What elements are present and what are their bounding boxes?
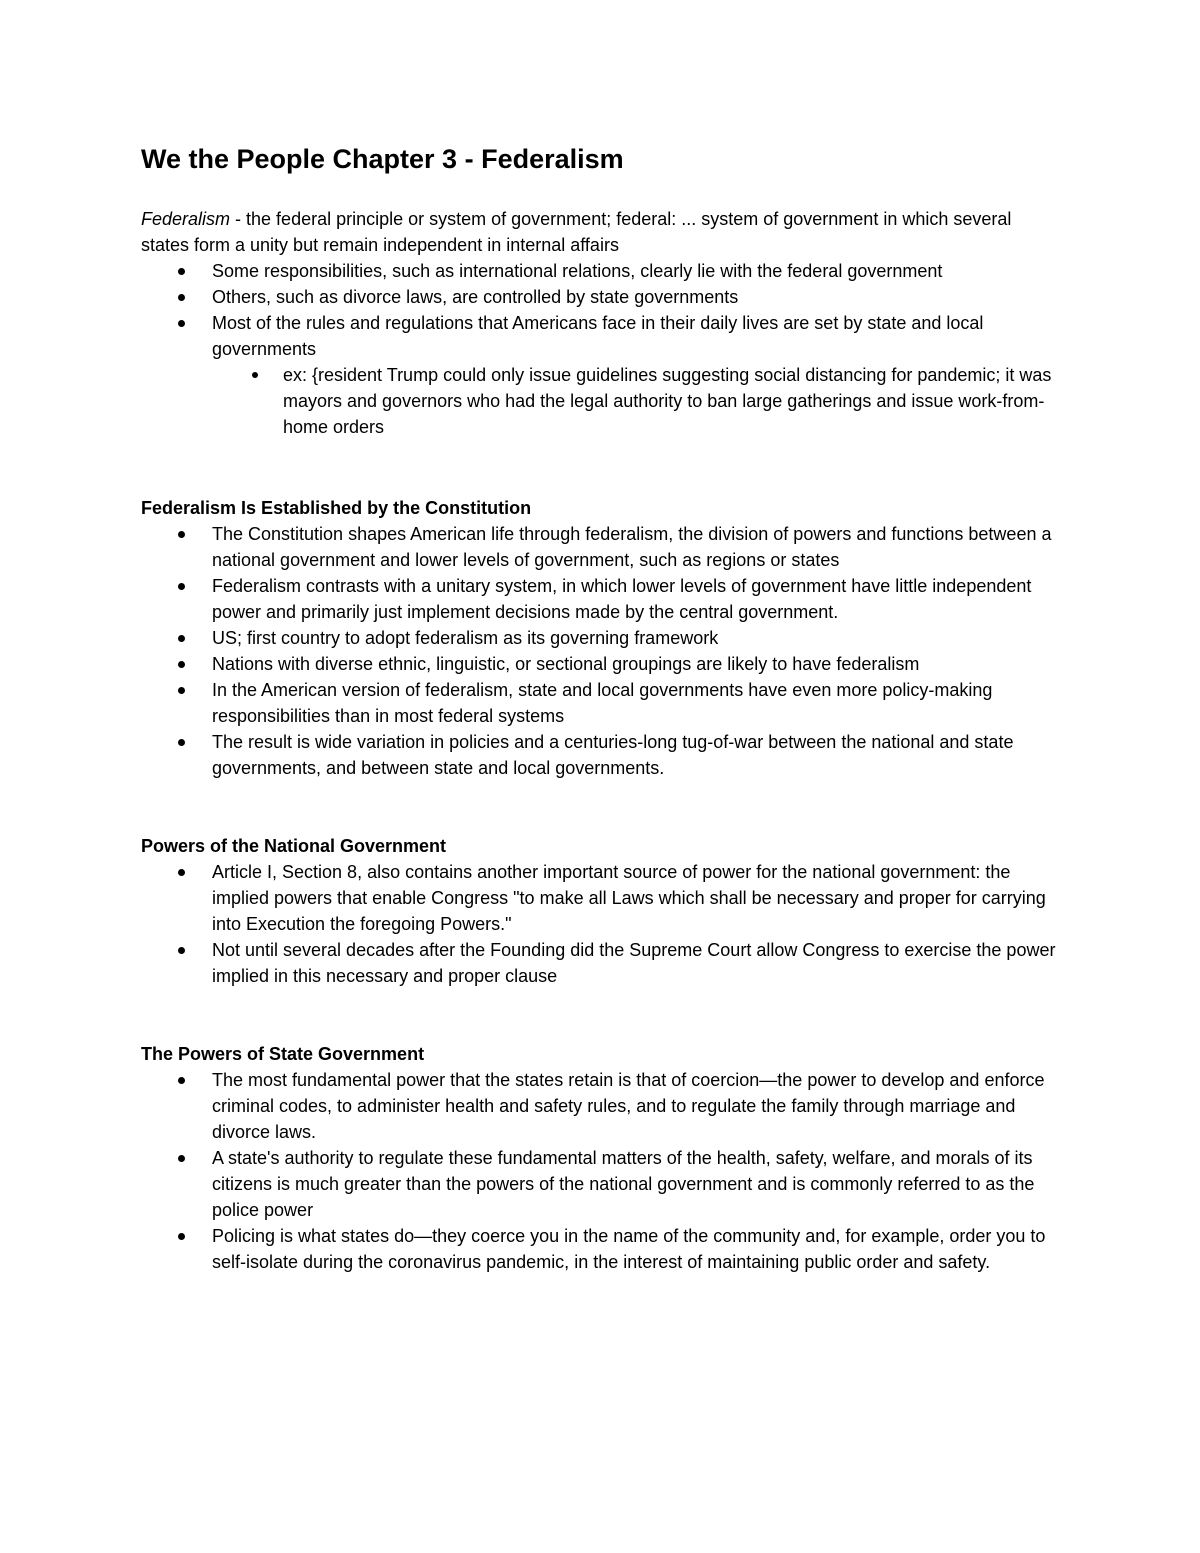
constitution-bullet-list	[141, 521, 1061, 781]
page-title: We the People Chapter 3 - Federalism	[141, 144, 624, 174]
national-powers-bullet-list	[141, 859, 1061, 989]
list-item: Nations with diverse ethnic, linguistic, or sectional groupings are likely to have federalism	[141, 651, 1061, 677]
list-item: Federalism contrasts with a unitary system, in which lower levels of government have little independent power and primarily just implement decisions made by the central government.	[141, 573, 1061, 625]
list-item	[141, 310, 1061, 440]
list-item: Policing is what states do—they coerce you in the name of the community and, for example, order you to self-isolate during the coronavirus pandemic, in the interest of maintaining public order and safety.	[141, 1223, 1061, 1275]
list-item: A state's authority to regulate these fundamental matters of the health, safety, welfare, and morals of its citizens is much greater than the powers of the national government and is commonly referred to as the police power	[141, 1145, 1061, 1223]
section-heading-state-powers: The Powers of State Government	[141, 1044, 425, 1064]
intro-paragraph	[141, 206, 1061, 258]
list-item: The most fundamental power that the states retain is that of coercion—the power to develop and enforce criminal codes, to administer health and safety rules, and to regulate the family through marriage and divorce laws.	[141, 1067, 1061, 1145]
intro-term: Federalism	[141, 209, 231, 229]
state-powers-bullet-list	[141, 1067, 1061, 1275]
list-item: The Constitution shapes American life through federalism, the division of powers and functions between a national government and lower levels of government, such as regions or states	[141, 521, 1061, 573]
list-item: The result is wide variation in policies and a centuries-long tug-of-war between the national and state governments, and between state and local governments.	[141, 729, 1061, 781]
list-item: Not until several decades after the Founding did the Supreme Court allow Congress to exercise the power implied in this necessary and proper clause	[141, 937, 1061, 989]
sub-bullet-list	[212, 362, 1061, 440]
list-item: Some responsibilities, such as international relations, clearly lie with the federal government	[141, 258, 1061, 284]
list-item: Article I, Section 8, also contains another important source of power for the national government: the implied powers that enable Congress "to make all Laws which shall be necessary and proper for carrying into Execution the foregoing Powers."	[141, 859, 1061, 937]
section-heading-constitution: Federalism Is Established by the Constitution	[141, 498, 532, 518]
section-heading-national-powers: Powers of the National Government	[141, 836, 447, 856]
list-item-text: Most of the rules and regulations that Americans face in their daily lives are set by state and local governments	[212, 313, 984, 359]
intro-bullet-list	[141, 258, 1061, 440]
document-page	[141, 138, 1061, 1275]
list-item: US; first country to adopt federalism as its governing framework	[141, 625, 1061, 651]
list-item: Others, such as divorce laws, are controlled by state governments	[141, 284, 1061, 310]
intro-definition: - the federal principle or system of government; federal: ... system of government in which several states form a unity but remain independent in internal affairs	[141, 209, 1012, 255]
sub-list-item: ex: {resident Trump could only issue guidelines suggesting social distancing for pandemic; it was mayors and governors who had the legal authority to ban large gatherings and issue work-from-home orders	[212, 362, 1061, 440]
list-item: In the American version of federalism, state and local governments have even more policy-making responsibilities than in most federal systems	[141, 677, 1061, 729]
